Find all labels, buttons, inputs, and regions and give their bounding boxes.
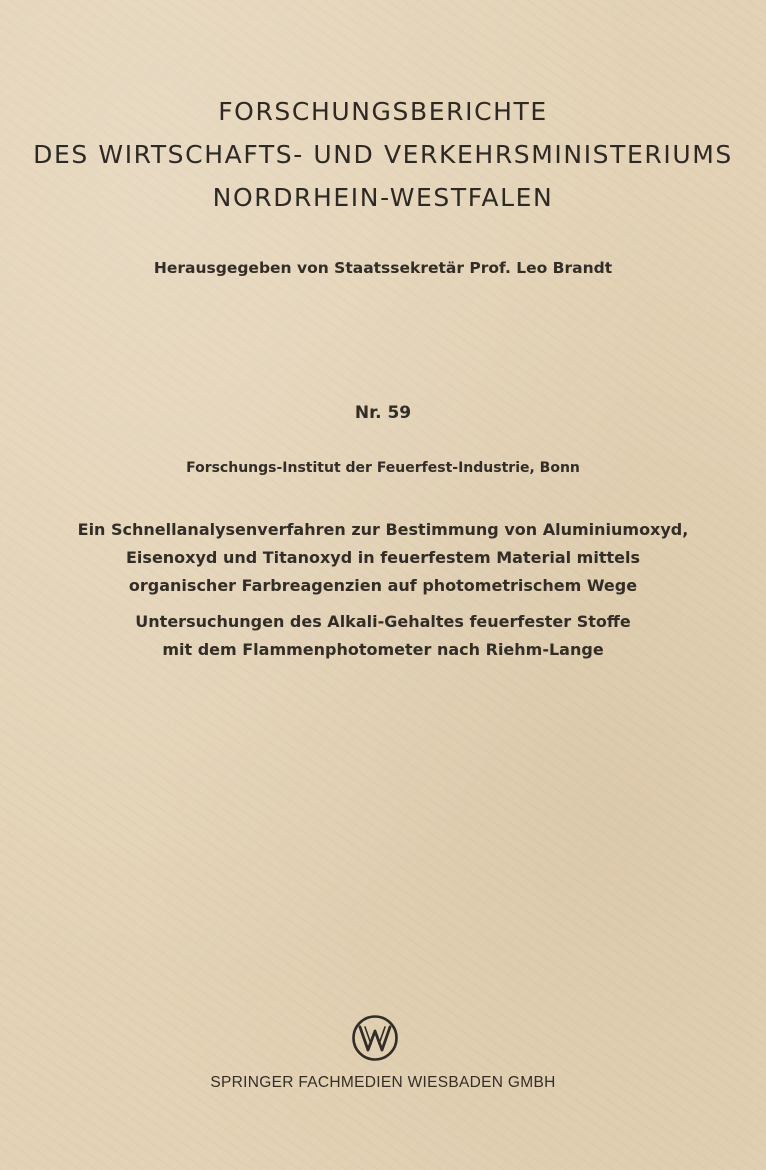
report-title-1-line-3: organischer Farbreagenzien auf photometrischem Wege <box>128 576 638 595</box>
report-title-2-line-1: Untersuchungen des Alkali-Gehaltes feuerfester Stoffe <box>135 612 631 631</box>
series-title <box>0 90 766 219</box>
report-title-1 <box>0 516 766 600</box>
series-title-line-1: FORSCHUNGSBERICHTE <box>218 97 548 126</box>
report-title-2-line-2: mit dem Flammenphotometer nach Riehm-Lange <box>162 640 604 659</box>
report-titles <box>0 516 766 664</box>
editor-line: Herausgegeben von Staatssekretär Prof. Leo Brandt <box>153 259 613 277</box>
institute-name: Forschungs-Institut der Feuerfest-Industrie, Bonn <box>186 460 580 476</box>
series-title-line-2: DES WIRTSCHAFTS- UND VERKEHRSMINISTERIUMS <box>33 140 733 169</box>
publisher-name: SPRINGER FACHMEDIEN WIESBADEN GMBH <box>210 1074 556 1091</box>
report-title-1-line-1: Ein Schnellanalysenverfahren zur Bestimmung von Aluminiumoxyd, <box>77 520 689 539</box>
report-title-1-line-2: Eisenoxyd und Titanoxyd in feuerfestem Material mittels <box>126 548 640 567</box>
springer-w-logo-icon <box>351 1014 399 1062</box>
report-title-2 <box>0 608 766 664</box>
series-title-line-3: NORDRHEIN-WESTFALEN <box>212 183 554 212</box>
volume-number: Nr. 59 <box>354 403 412 423</box>
